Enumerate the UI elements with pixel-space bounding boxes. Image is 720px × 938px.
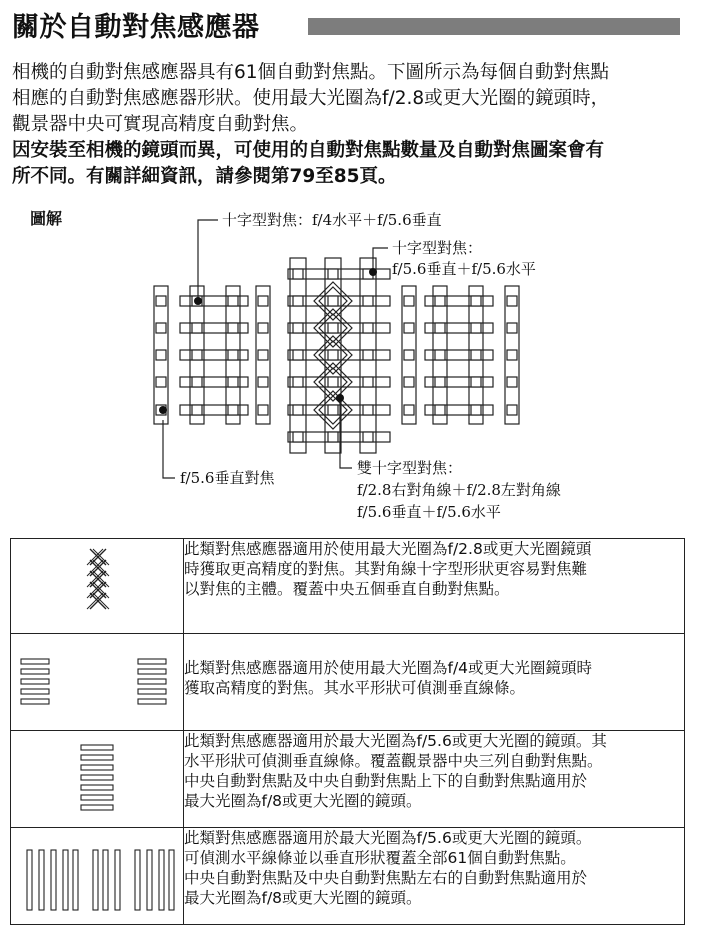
af-point xyxy=(258,350,268,360)
vertical-bar-mark xyxy=(169,850,174,910)
horizontal-bar-mark xyxy=(81,795,113,800)
intro-note-line: 所不同。有關詳細資訊，請參閱第79至85頁。 xyxy=(12,166,397,187)
horizontal-bar-mark xyxy=(21,669,49,674)
title-decoration-bar xyxy=(308,18,680,35)
vertical-bar-mark xyxy=(39,850,44,910)
af-point xyxy=(192,405,202,415)
legend-description xyxy=(184,731,685,828)
sensor-legend-table xyxy=(10,538,685,925)
af-point xyxy=(228,377,238,387)
af-point xyxy=(363,296,373,306)
legend-row xyxy=(11,539,685,634)
af-point xyxy=(328,296,338,306)
af-point xyxy=(404,350,414,360)
horizontal-bar-mark xyxy=(21,679,49,684)
callout-lines xyxy=(163,220,388,478)
legend-line: 此類對焦感應器適用於使用最大光圈為f/2.8或更大光圈鏡頭 xyxy=(184,540,592,558)
legend-icon-cell xyxy=(11,634,184,731)
horizontal-bar-mark xyxy=(138,679,166,684)
horizontal-bar-mark xyxy=(81,805,113,810)
legend-line: 此類對焦感應器適用於最大光圈為f/5.6或更大光圈的鏡頭。 xyxy=(184,829,592,847)
af-point xyxy=(363,350,373,360)
af-point xyxy=(435,323,445,333)
page-title: 關於自動對焦感應器 xyxy=(12,12,260,43)
af-point xyxy=(228,350,238,360)
af-point xyxy=(156,350,166,360)
af-point xyxy=(435,377,445,387)
vertical-bar-mark xyxy=(147,850,152,910)
horizontal-bars-icon xyxy=(11,634,183,726)
af-point xyxy=(404,405,414,415)
vertical-bar-mark xyxy=(115,850,120,910)
horizontal-bar-mark xyxy=(81,785,113,790)
af-point xyxy=(328,323,338,333)
callout-cross-f56: 十字型對焦： xyxy=(392,239,483,257)
af-point xyxy=(507,350,517,360)
horizontal-stack-icon xyxy=(11,731,183,823)
af-point xyxy=(471,323,481,333)
af-point xyxy=(507,377,517,387)
legend-line: 中央自動對焦點及中央自動對焦點上下的自動對焦點適用於 xyxy=(184,772,588,790)
legend-description xyxy=(184,828,685,925)
af-point xyxy=(293,350,303,360)
af-point-grid xyxy=(154,258,519,453)
vertical-bars-icon xyxy=(11,828,183,920)
vertical-bar-mark xyxy=(73,850,78,910)
af-point xyxy=(258,323,268,333)
af-point xyxy=(293,269,303,279)
af-point xyxy=(404,323,414,333)
af-point xyxy=(471,296,481,306)
legend-line: 水平形狀可偵測垂直線條。覆蓋觀景器中央三列自動對焦點。 xyxy=(184,752,603,770)
vertical-bar-mark xyxy=(103,850,108,910)
intro-text xyxy=(12,60,712,190)
legend-line: 此類對焦感應器適用於最大光圈為f/5.6或更大光圈的鏡頭。其 xyxy=(184,732,607,750)
legend-row xyxy=(11,828,685,925)
horizontal-bar-mark xyxy=(138,689,166,694)
horizontal-bar-mark xyxy=(138,669,166,674)
af-point xyxy=(471,350,481,360)
af-point xyxy=(404,377,414,387)
horizontal-bar-mark xyxy=(138,659,166,664)
af-point xyxy=(258,377,268,387)
af-point xyxy=(471,377,481,387)
legend-line: 以對焦的主體。覆蓋中央五個垂直自動對焦點。 xyxy=(184,580,510,598)
legend-line: 時獲取更高精度的對焦。其對角線十字型形狀更容易對焦難 xyxy=(184,560,588,578)
horizontal-bar-mark xyxy=(81,765,113,770)
af-point xyxy=(228,405,238,415)
af-point xyxy=(363,405,373,415)
af-point xyxy=(192,350,202,360)
af-point xyxy=(293,323,303,333)
horizontal-bar-mark xyxy=(138,699,166,704)
legend-line: 最大光圈為f/8或更大光圈的鏡頭。 xyxy=(184,889,422,907)
callout-vertical-f56: f/5.6垂直對焦 xyxy=(180,469,275,487)
af-point xyxy=(435,296,445,306)
af-point xyxy=(507,296,517,306)
af-point xyxy=(404,296,414,306)
intro-note-line: 因安裝至相機的鏡頭而異，可使用的自動對焦點數量及自動對焦圖案會有 xyxy=(12,140,605,161)
af-point xyxy=(328,405,338,415)
legend-description xyxy=(184,539,685,634)
vertical-bar-mark xyxy=(93,850,98,910)
intro-line: 觀景器中央可實現高精度自動對焦。 xyxy=(12,114,309,135)
legend-line: 最大光圈為f/8或更大光圈的鏡頭。 xyxy=(184,792,422,810)
intro-line: 相機的自動對焦感應器具有61個自動對焦點。下圖所示為每個自動對焦點 xyxy=(12,62,610,83)
af-point xyxy=(293,296,303,306)
legend-line: 此類對焦感應器適用於使用最大光圈為f/4或更大光圈鏡頭時 xyxy=(184,659,593,677)
af-point xyxy=(363,432,373,442)
af-point xyxy=(156,323,166,333)
vertical-bar-mark xyxy=(51,850,56,910)
legend-row xyxy=(11,634,685,731)
vertical-bar-mark xyxy=(159,850,164,910)
legend-icon-cell xyxy=(11,731,184,828)
af-point xyxy=(435,405,445,415)
callout-dual-cross-detail1: f/2.8右對角線＋f/2.8左對角線 xyxy=(357,481,561,499)
horizontal-bar-mark xyxy=(21,699,49,704)
callout-dual-cross: 雙十字型對焦： xyxy=(357,459,463,477)
af-point xyxy=(328,432,338,442)
horizontal-bar-mark xyxy=(81,755,113,760)
horizontal-bar-mark xyxy=(81,775,113,780)
af-point xyxy=(435,350,445,360)
af-point xyxy=(507,323,517,333)
af-point xyxy=(507,405,517,415)
legend-row xyxy=(11,731,685,828)
legend-description xyxy=(184,634,685,731)
diagram-heading: 圖解 xyxy=(30,209,63,228)
af-point xyxy=(328,350,338,360)
callout-dual-cross-detail2: f/5.6垂直＋f/5.6水平 xyxy=(357,503,501,521)
af-point xyxy=(328,269,338,279)
vertical-bar-mark xyxy=(135,850,140,910)
diagonal-cross-icon xyxy=(11,539,183,629)
af-point xyxy=(258,296,268,306)
af-point xyxy=(293,377,303,387)
intro-line: 相應的自動對焦感應器形狀。使用最大光圈為f/2.8或更大光圈的鏡頭時， xyxy=(12,88,610,109)
callout-cross-f56-detail: f/5.6垂直＋f/5.6水平 xyxy=(392,260,536,278)
af-point xyxy=(471,405,481,415)
callout-dots xyxy=(159,268,377,414)
horizontal-bar-mark xyxy=(21,689,49,694)
af-point xyxy=(228,296,238,306)
horizontal-bar-mark xyxy=(21,659,49,664)
vertical-bar-mark xyxy=(63,850,68,910)
af-point xyxy=(328,377,338,387)
af-point xyxy=(363,323,373,333)
vertical-bar-mark xyxy=(27,850,32,910)
af-point xyxy=(192,377,202,387)
legend-line: 可偵測水平線條並以垂直形狀覆蓋全部61個自動對焦點。 xyxy=(184,849,576,867)
legend-icon-cell xyxy=(11,828,184,925)
af-point xyxy=(293,432,303,442)
legend-line: 獲取高精度的對焦。其水平形狀可偵測垂直線條。 xyxy=(184,679,526,697)
af-point xyxy=(156,296,166,306)
af-point xyxy=(156,377,166,387)
af-sensor-diagram xyxy=(0,200,720,530)
callout-cross-f4: 十字型對焦：f/4水平＋f/5.6垂直 xyxy=(222,211,442,229)
legend-line: 中央自動對焦點及中央自動對焦點左右的自動對焦點適用於 xyxy=(184,869,588,887)
legend-icon-cell xyxy=(11,539,184,634)
af-point xyxy=(258,405,268,415)
af-point xyxy=(228,323,238,333)
af-point xyxy=(363,377,373,387)
af-point xyxy=(192,323,202,333)
af-point xyxy=(293,405,303,415)
horizontal-bar-mark xyxy=(81,745,113,750)
